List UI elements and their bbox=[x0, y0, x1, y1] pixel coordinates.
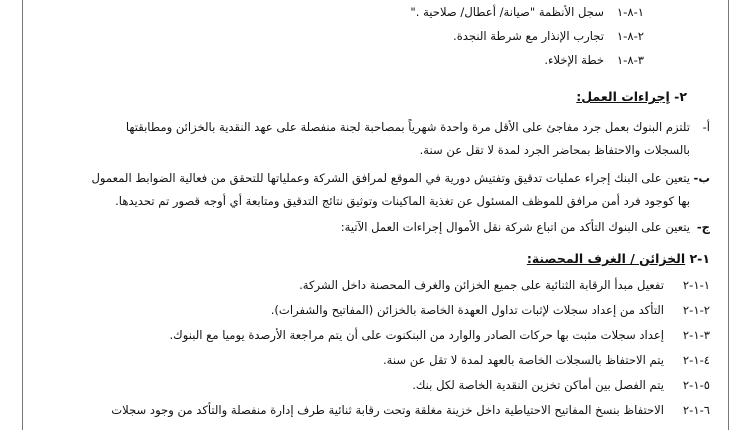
item-number: ١-١-٢ bbox=[682, 278, 710, 292]
list-item bbox=[111, 402, 710, 418]
page-border-left bbox=[22, 0, 23, 430]
item-text: سجل الأنظمة "صيانة/ أعطال/ صلاحية ." bbox=[410, 5, 604, 19]
item-number: ٣-٨-١ bbox=[616, 53, 644, 67]
item-text: يتم الاحتفاظ بالسجلات الخاصة بالعهد لمدة لا تقل عن سنة. bbox=[382, 353, 664, 367]
item-label: أ- bbox=[702, 120, 710, 134]
list-item bbox=[410, 4, 644, 20]
page-border-right bbox=[728, 0, 729, 430]
item-number: ٣-١-٢ bbox=[682, 328, 710, 342]
list-item bbox=[341, 219, 710, 235]
item-text: التأكد من إعداد سجلات لإثبات تداول العهدة الخاصة بالخزائن (المفاتيح والشفرات). bbox=[270, 303, 664, 317]
item-number: ٦-١-٢ bbox=[682, 403, 710, 417]
subsection-heading bbox=[527, 251, 710, 267]
item-continuation: بالسجلات والاحتفاظ بمحاضر الجرد لمدة لا تقل عن سنة. bbox=[419, 143, 690, 157]
list-item bbox=[383, 352, 710, 368]
list-item bbox=[126, 119, 710, 135]
item-text: يتم الفصل بين أماكن تخزين النقدية الخاصة لكل بنك. bbox=[412, 378, 664, 392]
item-continuation: بها كوجود فرد أمن مرافق للموظف المسئول عن تغذية الماكينات وتوثيق نتائج التدقيق ومتابعة أي أوجه قصور تم تحديدها. bbox=[115, 194, 690, 208]
list-item bbox=[271, 302, 710, 318]
item-text: يتعين على البنك إجراء عمليات تدقيق وتفتيش دورية في الموقع لمرافق الشركة وعملياتها للتحقق من فعالية الضوابط المعمول bbox=[91, 171, 690, 185]
list-item bbox=[299, 277, 710, 293]
subsection-title: الخزائن / الغرف المحصنة: bbox=[526, 251, 686, 266]
item-text: الاحتفاظ بنسخ المفاتيح الاحتياطية داخل خزينة مغلقة وتحت رقابة ثنائية طرف إدارة منفصلة والتأكد من وجود سجلات bbox=[111, 403, 664, 417]
item-text: إعداد سجلات مثبت بها حركات الصادر والوارد من البنكنوت على أن يتم مراجعة الأرصدة يوميا مع البنوك. bbox=[169, 328, 664, 342]
section-title: إجراءات العمل: bbox=[576, 89, 670, 104]
item-label: ج- bbox=[696, 220, 710, 234]
item-label: ب- bbox=[693, 171, 710, 185]
item-number: ٤-١-٢ bbox=[682, 353, 710, 367]
section-number: ٢- bbox=[674, 89, 687, 104]
list-item bbox=[92, 170, 711, 186]
item-text: تلتزم البنوك بعمل جرد مفاجئ على الأقل مرة واحدة شهرياً بمصاحبة لجنة منفصلة على عهد النقدية بالخزائن ومطابقتها bbox=[125, 120, 690, 134]
item-text: يتعين على البنوك التأكد من اتباع شركة نقل الأموال إجراءات العمل الآتية: bbox=[340, 220, 690, 234]
list-item bbox=[169, 327, 710, 343]
item-text: خطة الإخلاء. bbox=[544, 53, 604, 67]
item-number: ٥-١-٢ bbox=[682, 378, 710, 392]
item-number: ٢-١-٢ bbox=[682, 303, 710, 317]
item-text: تفعيل مبدأ الرقابة الثنائية على جميع الخزائن والغرف المحصنة داخل الشركة. bbox=[299, 278, 664, 292]
item-text: تجارب الإنذار مع شرطة النجدة. bbox=[453, 29, 604, 43]
item-number: ١-٨-١ bbox=[616, 5, 644, 19]
subsection-number: ١-٢ bbox=[689, 251, 710, 266]
section-heading bbox=[576, 89, 687, 105]
list-item bbox=[412, 377, 710, 393]
list-item bbox=[453, 28, 644, 44]
list-item bbox=[544, 52, 644, 68]
item-number: ٢-٨-١ bbox=[616, 29, 644, 43]
